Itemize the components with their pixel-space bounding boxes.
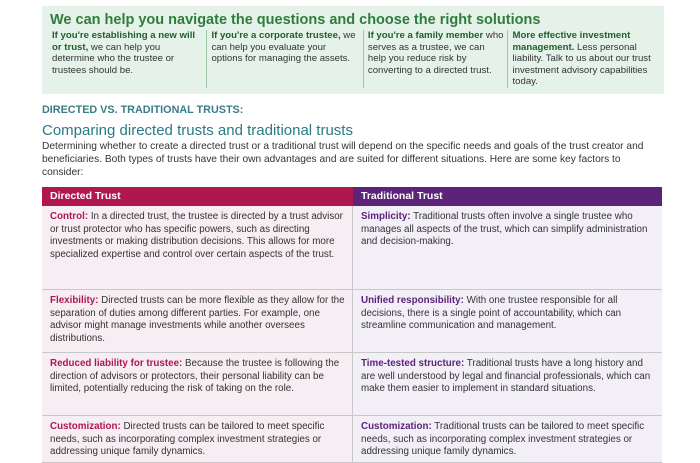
cell-label: Customization: — [361, 421, 432, 433]
section-eyebrow: DIRECTED VS. TRADITIONAL TRUSTS: — [42, 104, 244, 116]
cell-text: Because the trustee is following the direction of advisors or protectors, their personal liability can be limited, potentially reducing the risk of taking on the role. — [50, 358, 340, 395]
section-title: Comparing directed trusts and traditional trusts — [42, 122, 353, 139]
directed-cell — [42, 353, 353, 415]
traditional-cell — [353, 290, 662, 352]
callout-title: We can help you navigate the questions and choose the right solutions — [50, 12, 541, 28]
cell-label: Simplicity: — [361, 211, 411, 223]
table-row — [42, 416, 662, 463]
callout-lead: If you're a corporate trustee, — [211, 30, 341, 41]
traditional-cell — [353, 416, 662, 462]
traditional-cell — [353, 206, 662, 289]
callout-columns — [50, 30, 658, 88]
cell-text: Directed trusts can be more flexible as they allow for the separation of duties among different parties. For example, one advisor might manage investments while another oversees distributions. — [50, 295, 345, 344]
directed-cell — [42, 290, 353, 352]
cell-text: Traditional trusts have a long history and are well understood by legal and financial professionals, which can make them easier to implement in standard situations. — [361, 358, 651, 395]
cell-text: Traditional trusts can be tailored to meet specific needs, such as incorporating complex investment strategies or addressing unique family dynamics. — [361, 421, 645, 458]
cell-label: Time-tested structure: — [361, 358, 465, 370]
callout-body: we can help you evaluate your options for managing the assets. — [211, 30, 356, 65]
traditional-cell — [353, 353, 662, 415]
cell-text: Directed trusts can be tailored to meet specific needs, such as incorporating complex investment strategies or addressing unique family dynamics. — [50, 421, 325, 458]
directed-cell — [42, 206, 353, 289]
help-callout-box — [42, 6, 664, 94]
cell-label: Reduced liability for trustee: — [50, 358, 183, 370]
cell-label: Unified responsibility: — [361, 295, 464, 307]
page — [42, 6, 664, 463]
callout-lead: More effective investment management. — [512, 30, 631, 53]
callout-column-family-member — [363, 30, 508, 88]
callout-column-investment-management — [507, 30, 658, 88]
table-row — [42, 290, 662, 353]
cell-text: Traditional trusts often involve a single trustee who manages all aspects of the trust, which can simplify administration and decision-making. — [361, 211, 648, 248]
table-row — [42, 206, 662, 290]
cell-label: Customization: — [50, 421, 121, 433]
cell-label: Control: — [50, 211, 89, 223]
cell-text: With one trustee responsible for all decisions, there is a single point of accountability, which can streamline communication and management. — [361, 295, 622, 332]
callout-lead: If you're a family member — [367, 30, 484, 41]
section-intro: Determining whether to create a directed trust or a traditional trust will depend on the specific needs and goals of the trust creator and beneficiaries. Both types of trusts have their own advantages and are suited for different situations. Here are some key factors to consider: — [42, 141, 644, 178]
callout-body: Less personal liability. Talk to us about our trust investment advisory capabilities today. — [512, 41, 651, 88]
header-traditional-trust: Traditional Trust — [353, 187, 662, 206]
callout-column-corporate-trustee — [206, 30, 362, 88]
cell-label: Flexibility: — [50, 295, 99, 307]
comparison-table — [42, 187, 662, 463]
callout-column-new-will — [50, 30, 206, 88]
table-row — [42, 353, 662, 416]
directed-cell — [42, 416, 353, 462]
callout-body: we can help you determine who the trustee or trustees should be. — [52, 41, 175, 76]
callout-body: who serves as a trustee, we can help you reduce risk by converting to a directed trust. — [367, 30, 504, 76]
cell-text: In a directed trust, the trustee is directed by a trust advisor or trust protector who has specific powers, such as directing investments or making distribution decisions. This allows for more specialized expertise and control over certain aspects of the trust. — [50, 211, 343, 260]
table-header-row — [42, 187, 662, 206]
header-directed-trust: Directed Trust — [42, 187, 353, 206]
callout-lead: If you're establishing a new will or trust, — [52, 30, 196, 53]
